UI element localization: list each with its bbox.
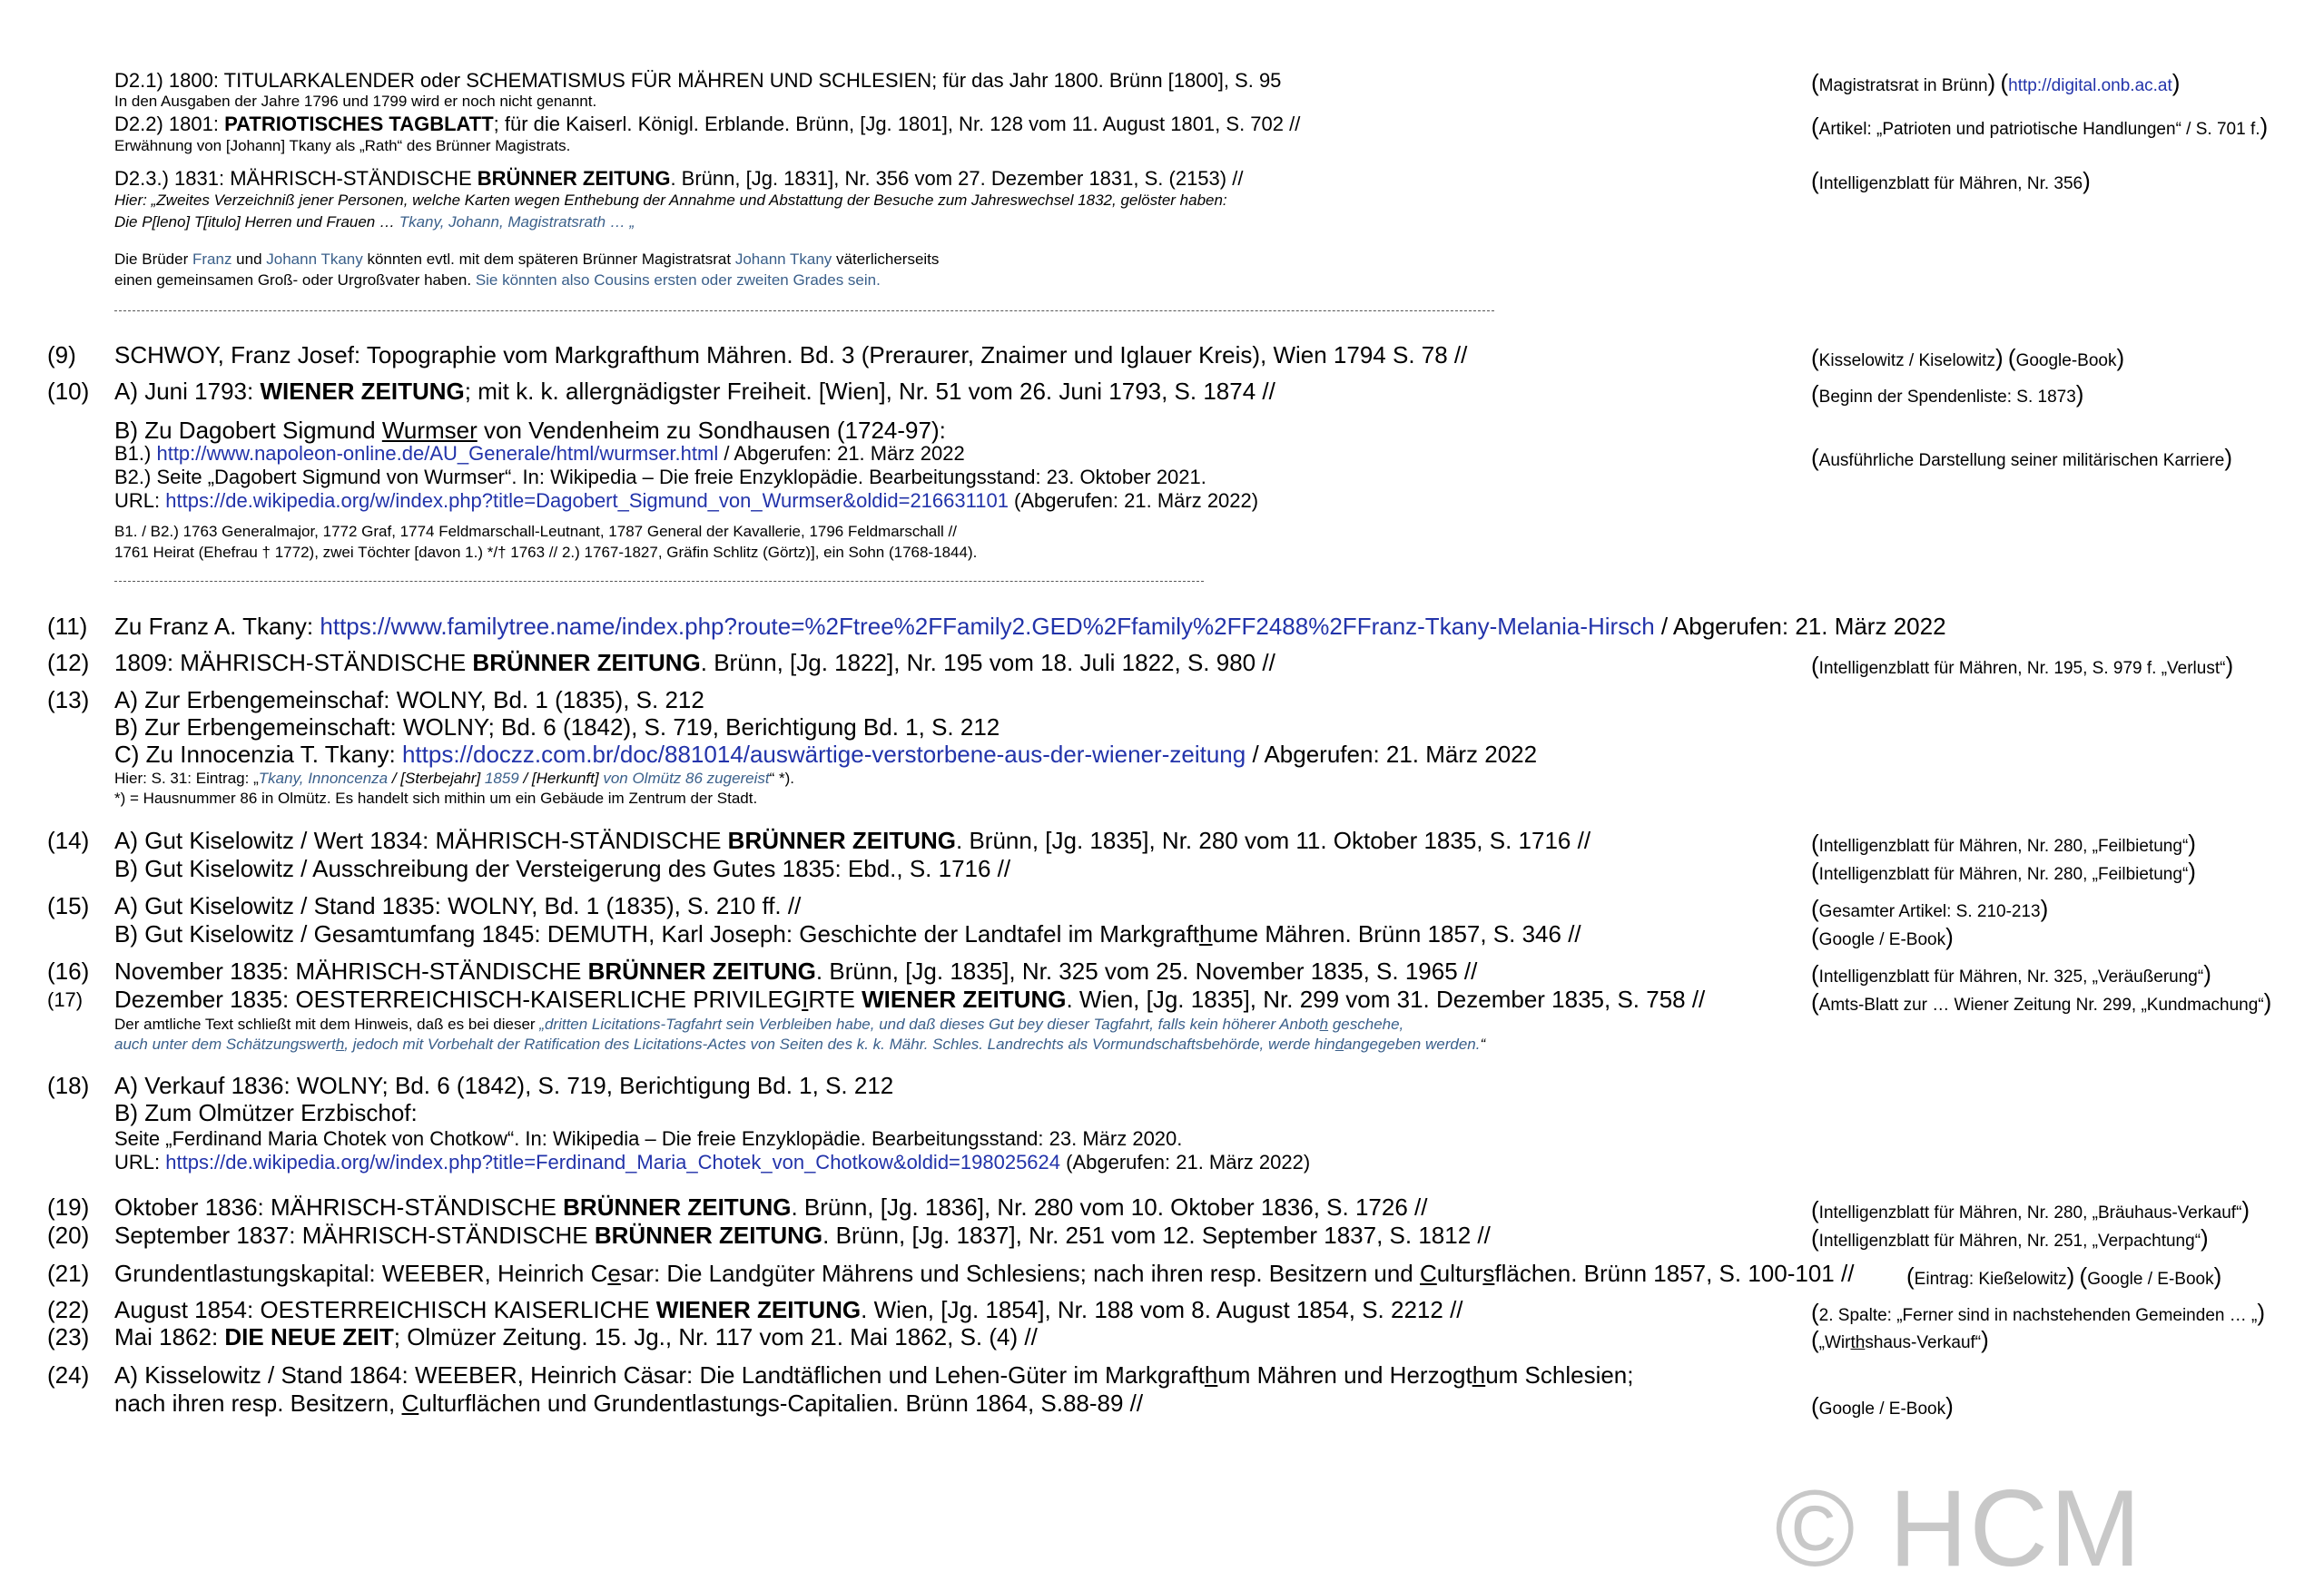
entry-number: (16) xyxy=(47,958,90,985)
entry-text: A) Kisselowitz / Stand 1864: WEEBER, Heinrich Cäsar: Die Landtäflichen und Lehen-Güter im Markgrafthum Mähren und Herzogthum Schlesien; xyxy=(114,1361,1634,1389)
entry-number: (17) xyxy=(47,988,84,1011)
n22-side: (2. Spalte: „Ferner sind in nachstehenden Gemeinden … „) xyxy=(1811,1299,2266,1326)
brueder-line1: Die Brüder Franz und Johann Tkany könnten evtl. mit dem späteren Brünner Magistratsrat Johann Tkany väterlicherseits xyxy=(114,250,940,268)
d22-line: D2.2) 1801: PATRIOTISCHES TAGBLATT; für die Kaiserl. Königl. Erblande. Brünn, [Jg. 1801], Nr. 128 vom 11. August 1801, S. 702 // xyxy=(114,113,1301,135)
n15a-side: (Gesamter Artikel: S. 210-213) xyxy=(1811,895,2049,922)
entry-text: A) Zur Erbengemeinschaf: WOLNY, Bd. 1 (1835), S. 212 xyxy=(114,686,704,713)
n13-note2: *) = Hausnummer 86 in Olmütz. Es handelt sich mithin um ein Gebäude im Zentrum der Stadt. xyxy=(114,790,758,807)
entry-text: A) Verkauf 1836: WOLNY; Bd. 6 (1842), S. 719, Berichtigung Bd. 1, S. 212 xyxy=(114,1072,894,1099)
d22-note: Erwähnung von [Johann] Tkany als „Rath“ des Brünner Magistrats. xyxy=(114,137,571,154)
entry-text: Dezember 1835: OESTERREICHISCH-KAISERLICHE PRIVILEGIRTE WIENER ZEITUNG. Wien, [Jg. 1835], Nr. 299 vom 31. Dezember 1835, S. 758 // xyxy=(114,986,1706,1013)
familytree-link[interactable]: https://www.familytree.name/index.php?route=%2Ftree%2FFamily2.GED%2Ffamily%2FF2488%2FFranz-Tkany-Melania-Hirsch xyxy=(320,613,1655,640)
n10-b1-side: (Ausführliche Darstellung seiner militärischen Karriere) xyxy=(1811,444,2233,471)
d23-note2: Die P[leno] T[itulo] Herren und Frauen … Tkany, Johann, Magistratsrath … „ xyxy=(114,213,635,231)
n10-note1: B1. / B2.) 1763 Generalmajor, 1772 Graf, 1774 Feldmarschall-Leutnant, 1787 General der Kavallerie, 1796 Feldmarschall // xyxy=(114,523,957,540)
entry-text: November 1835: MÄHRISCH-STÄNDISCHE BRÜNNER ZEITUNG. Brünn, [Jg. 1835], Nr. 325 vom 25. November 1835, S. 1965 // xyxy=(114,958,1478,985)
n17-note2: auch unter dem Schätzungswerth, jedoch mit Vorbehalt der Ratification des Licitations-Actes von Seiten des k. k. Mähr. Schles. Landrechts als Vormundschaftsbehörde, werde hindangegeben werden.“ xyxy=(114,1036,1486,1053)
n12-side: (Intelligenzblatt für Mähren, Nr. 195, S. 979 f. „Verlust“) xyxy=(1811,652,2234,679)
entry-text: Zu Franz A. Tkany: https://www.familytree.name/index.php?route=%2Ftree%2FFamily2.GED%2Ffamily%2FF2488%2FFranz-Tkany-Melania-Hirsch / Abgerufen: 21. März 2022 xyxy=(114,613,1946,640)
entry-number: (20) xyxy=(47,1222,90,1249)
n18-url: URL: https://de.wikipedia.org/w/index.php?title=Ferdinand_Maria_Chotek_von_Chotkow&oldid=198025624 (Abgerufen: 21. März 2022) xyxy=(114,1151,1311,1174)
n13-c: C) Zu Innocenzia T. Tkany: https://doczz.com.br/doc/881014/auswärtige-verstorbene-aus-der-wiener-zeitung / Abgerufen: 21. März 2022 xyxy=(114,741,1538,768)
entry-text: Mai 1862: DIE NEUE ZEIT; Olmüzer Zeitung. 15. Jg., Nr. 117 vom 21. Mai 1862, S. (4) // xyxy=(114,1323,1038,1350)
n14b-side: (Intelligenzblatt für Mähren, Nr. 280, „Feilbietung“) xyxy=(1811,858,2196,885)
doczz-link[interactable]: https://doczz.com.br/doc/881014/auswärtige-verstorbene-aus-der-wiener-zeitung xyxy=(401,741,1246,768)
napoleon-link[interactable]: http://www.napoleon-online.de/AU_Generale/html/wurmser.html xyxy=(156,442,719,465)
entry-text: August 1854: OESTERREICHISCH KAISERLICHE WIENER ZEITUNG. Wien, [Jg. 1854], Nr. 188 vom 8. August 1854, S. 2212 // xyxy=(114,1296,1463,1323)
n10-b2: B2.) Seite „Dagobert Sigmund von Wurmser“. In: Wikipedia – Die freie Enzyklopädie. Bearbeitungsstand: 23. Oktober 2021. xyxy=(114,466,1206,488)
entry-text: A) Gut Kiselowitz / Stand 1835: WOLNY, Bd. 1 (1835), S. 210 ff. // xyxy=(114,892,802,919)
n10-b: B) Zu Dagobert Sigmund Wurmser von Vendenheim zu Sondhausen (1724-97): xyxy=(114,417,946,444)
separator-2 xyxy=(114,581,1204,582)
entry-number: (19) xyxy=(47,1193,90,1221)
n19-side: (Intelligenzblatt für Mähren, Nr. 280, „Bräuhaus-Verkauf“) xyxy=(1811,1196,2250,1223)
n10-b1: B1.) http://www.napoleon-online.de/AU_Generale/html/wurmser.html / Abgerufen: 21. März 2022 xyxy=(114,442,965,465)
entry-text: A) Gut Kiselowitz / Wert 1834: MÄHRISCH-STÄNDISCHE BRÜNNER ZEITUNG. Brünn, [Jg. 1835], Nr. 280 vom 11. Oktober 1835, S. 1716 // xyxy=(114,827,1591,854)
n13-note1: Hier: S. 31: Eintrag: „Tkany, Innoncenza / [Sterbejahr] 1859 / [Herkunft] von Olmütz 86 zugereist“ *). xyxy=(114,770,795,787)
entry-number: (9) xyxy=(47,341,76,368)
n10-note2: 1761 Heirat (Ehefrau † 1772), zwei Töchter [davon 1.) */† 1763 // 2.) 1767-1827, Gräfin Schlitz (Görtz)], ein Sohn (1768-1844). xyxy=(114,544,978,561)
n24-l2: nach ihren resp. Besitzern, Culturflächen und Grundentlastungs-Capitalien. Brünn 1864, S.88-89 // xyxy=(114,1390,1144,1417)
entry-number: (10) xyxy=(47,378,90,405)
chotek-wiki-link[interactable]: https://de.wikipedia.org/w/index.php?title=Ferdinand_Maria_Chotek_von_Chotkow&oldid=198025624 xyxy=(165,1151,1061,1174)
n17-side: (Amts-Blatt zur … Wiener Zeitung Nr. 299, „Kundmachung“) xyxy=(1811,988,2272,1016)
n14-b: B) Gut Kiselowitz / Ausschreibung der Versteigerung des Gutes 1835: Ebd., S. 1716 // xyxy=(114,855,1011,882)
entry-number: (13) xyxy=(47,686,90,713)
n9-side: (Kisselowitz / Kiselowitz) (Google-Book) xyxy=(1811,344,2125,371)
entry-number: (21) xyxy=(47,1260,90,1287)
wurmser-wiki-link[interactable]: https://de.wikipedia.org/w/index.php?title=Dagobert_Sigmund_von_Wurmser&oldid=216631101 xyxy=(165,489,1009,512)
entry-number: (14) xyxy=(47,827,90,854)
d23-note1: Hier: „Zweites Verzeichniß jener Personen, welche Karten wegen Enthebung der Annahme und Abstattung der Besuche zum Jahreswechsel 1832, gelöster haben: xyxy=(114,192,1227,209)
n24-side: (Google / E-Book) xyxy=(1811,1392,1954,1419)
entry-text: SCHWOY, Franz Josef: Topographie vom Markgrafthum Mähren. Bd. 3 (Preraurer, Znaimer und Iglauer Kreis), Wien 1794 S. 78 // xyxy=(114,341,1468,368)
n18-b: B) Zum Olmützer Erzbischof: xyxy=(114,1099,418,1126)
n23-side: („Wirthshaus-Verkauf“) xyxy=(1811,1326,1989,1353)
entry-number: (15) xyxy=(47,892,90,919)
entry-text: 1809: MÄHRISCH-STÄNDISCHE BRÜNNER ZEITUNG. Brünn, [Jg. 1822], Nr. 195 vom 18. Juli 1822, S. 980 // xyxy=(114,649,1275,676)
entry-number: (12) xyxy=(47,649,90,676)
entry-number: (11) xyxy=(47,613,88,640)
copyright-watermark: © HCM xyxy=(1775,1468,2143,1589)
entry-text: Grundentlastungskapital: WEEBER, Heinrich Cesar: Die Landgüter Mährens und Schlesiens; nach ihren resp. Besitzern und Cultursflächen. Brünn 1857, S. 100-101 // xyxy=(114,1260,1855,1287)
n15-b: B) Gut Kiselowitz / Gesamtumfang 1845: DEMUTH, Karl Joseph: Geschichte der Landtafel im Markgrafthume Mähren. Brünn 1857, S. 346 // xyxy=(114,920,1581,948)
d23-side: (Intelligenzblatt für Mähren, Nr. 356) xyxy=(1811,167,2091,194)
d21-line: D2.1) 1800: TITULARKALENDER oder SCHEMATISMUS FÜR MÄHREN UND SCHLESIEN; für das Jahr 1800. Brünn [1800], S. 95 xyxy=(114,69,1282,92)
entry-text: September 1837: MÄHRISCH-STÄNDISCHE BRÜNNER ZEITUNG. Brünn, [Jg. 1837], Nr. 251 vom 12. September 1837, S. 1812 // xyxy=(114,1222,1491,1249)
n17-note1: Der amtliche Text schließt mit dem Hinweis, daß es bei dieser „dritten Licitations-Tagfahrt sein Verbleiben habe, und daß dieses Gut bey dieser Tagfahrt, falls kein höherer Anboth geschehe, xyxy=(114,1016,1404,1033)
n15b-side: (Google / E-Book) xyxy=(1811,923,1954,950)
entry-number: (22) xyxy=(47,1296,90,1323)
entry-number: (23) xyxy=(47,1323,90,1350)
d21-note: In den Ausgaben der Jahre 1796 und 1799 wird er noch nicht genannt. xyxy=(114,93,597,110)
onb-link[interactable]: http://digital.onb.ac.at xyxy=(2008,76,2172,95)
entry-number: (24) xyxy=(47,1361,90,1389)
n21-side: (Eintrag: Kießelowitz) (Google / E-Book) xyxy=(1906,1262,2222,1290)
d21-side: (Magistratsrat in Brünn) (http://digital.onb.ac.at) xyxy=(1811,69,2181,96)
entry-number: (18) xyxy=(47,1072,90,1099)
n10-url: URL: https://de.wikipedia.org/w/index.php?title=Dagobert_Sigmund_von_Wurmser&oldid=216631101 (Abgerufen: 21. März 2022) xyxy=(114,489,1259,512)
d23-line: D2.3.) 1831: MÄHRISCH-STÄNDISCHE BRÜNNER ZEITUNG. Brünn, [Jg. 1831], Nr. 356 vom 27. Dezember 1831, S. (2153) // xyxy=(114,167,1244,190)
n18-seite: Seite „Ferdinand Maria Chotek von Chotkow“. In: Wikipedia – Die freie Enzyklopädie. Bearbeitungsstand: 23. März 2020. xyxy=(114,1127,1183,1150)
entry-text: A) Juni 1793: WIENER ZEITUNG; mit k. k. allergnädigster Freiheit. [Wien], Nr. 51 vom 26. Juni 1793, S. 1874 // xyxy=(114,378,1275,405)
d22-side: (Artikel: „Patrioten und patriotische Handlungen“ / S. 701 f.) xyxy=(1811,113,2269,140)
entry-text: Oktober 1836: MÄHRISCH-STÄNDISCHE BRÜNNER ZEITUNG. Brünn, [Jg. 1836], Nr. 280 vom 10. Oktober 1836, S. 1726 // xyxy=(114,1193,1428,1221)
n16-side: (Intelligenzblatt für Mähren, Nr. 325, „Veräußerung“) xyxy=(1811,960,2211,987)
n14a-side: (Intelligenzblatt für Mähren, Nr. 280, „Feilbietung“) xyxy=(1811,830,2196,857)
separator-1 xyxy=(114,310,1494,311)
brueder-line2: einen gemeinsamen Groß- oder Urgroßvater haben. Sie könnten also Cousins ersten oder zweiten Grades sein. xyxy=(114,271,881,289)
n10-side: (Beginn der Spendenliste: S. 1873) xyxy=(1811,380,2084,408)
n13-b: B) Zur Erbengemeinschaft: WOLNY; Bd. 6 (1842), S. 719, Berichtigung Bd. 1, S. 212 xyxy=(114,713,1000,741)
n20-side: (Intelligenzblatt für Mähren, Nr. 251, „Verpachtung“) xyxy=(1811,1224,2209,1252)
